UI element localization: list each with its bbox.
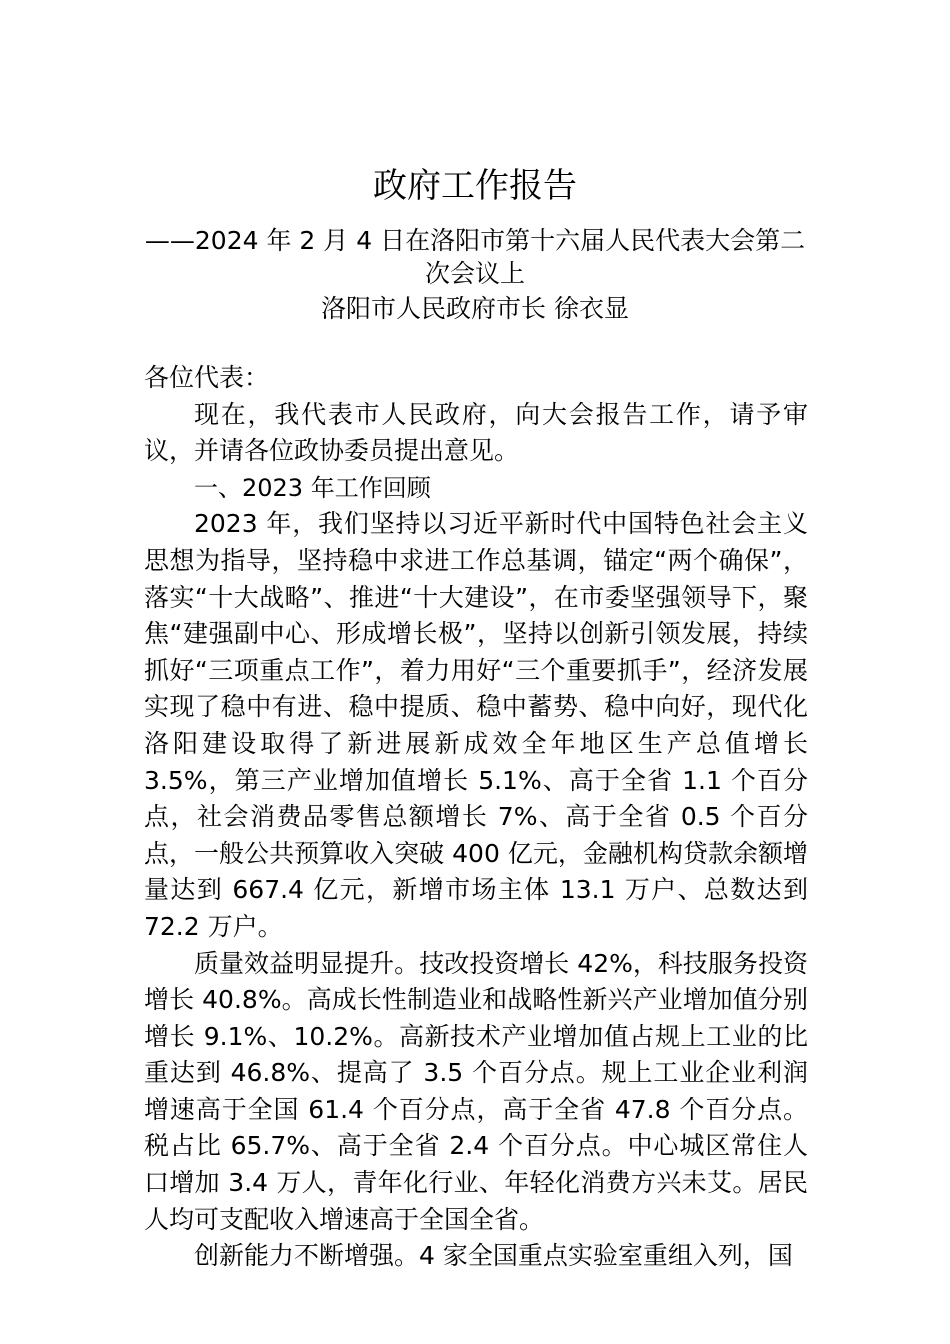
body-paragraph: 现在，我代表市人民政府，向大会报告工作，请予审议，并请各位政协委员提出意见。 bbox=[144, 399, 808, 466]
body-paragraph: 2023 年，我们坚持以习近平新时代中国特色社会主义思想为指导，坚持稳中求进工作总基调，锚定“两个确保”，落实“十大战略”、推进“十大建设”，在市委坚强领导下，聚焦“建强副中心、形成增长极”，坚持以创新引领发展，持续抓好“三项重点工作”，着力用好“三个重要抓手”，经济发展实现了稳中有进、稳中提质、稳中蓄势、稳中向好，现代化洛阳建设取得了新进展新成效全年地区生产总值增长 3.5%，第三产业增加值增长 5.1%、高于全省 1.1 个百分点，社会消费品零售总额增长 7%、高于全省 0.5 个百分点，一般公共预算收入突破 400 亿元，金融机构贷款余额增量达到 667.4 亿元，新增市场主体 13.1 万户、总数达到 72.2 万户。 bbox=[144, 509, 808, 941]
section-heading: 一、2023 年工作回顾 bbox=[194, 473, 431, 502]
salutation: 各位代表： bbox=[144, 363, 270, 392]
body-paragraph: 创新能力不断增强。4 家全国重点实验室重组入列，国 bbox=[194, 1241, 793, 1271]
body-paragraph: 质量效益明显提升。技改投资增长 42%，科技服务投资增长 40.8%。高成长性制造业和战略性新兴产业增加值分别增长 9.1%、10.2%。高新技术产业增加值占规上工业的比重达到 46.8%、提高了 3.5 个百分点。规上工业企业利润增速高于全国 61.4 个百分点，高于全省 47.8 个百分点。税占比 65.7%、高于全省 2.4 个百分点。中心城区常住人口增加 3.4 万人，青年化行业、年轻化消费方兴未艾。居民人均可支配收入增速高于全国全省。 bbox=[144, 948, 808, 1234]
document-author: 洛阳市人民政府市长 徐衣显 bbox=[321, 294, 629, 323]
document-body bbox=[144, 360, 808, 1275]
document-title: 政府工作报告 bbox=[373, 166, 577, 206]
document-subtitle: ——2024 年 2 月 4 日在洛阳市第十六届人民代表大会第二次会议上 bbox=[144, 226, 806, 288]
